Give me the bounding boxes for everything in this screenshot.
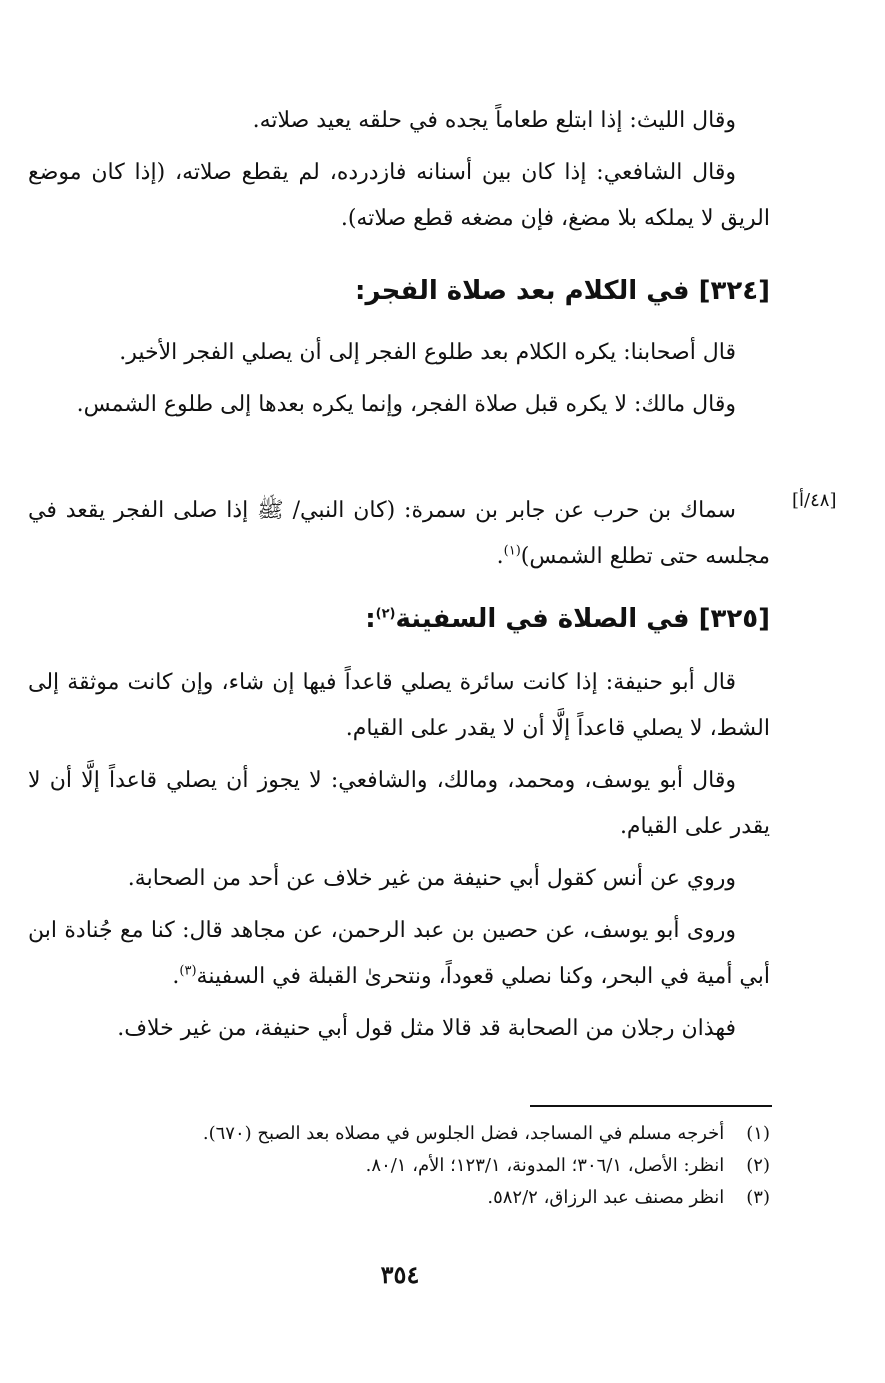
footnote-text-2: انظر: الأصل، ٣٠٦/١؛ المدونة، ١٢٣/١؛ الأم، ٨٠/١. [365,1155,725,1176]
footnote-3 [100,1182,770,1214]
simak-text: سماك بن حرب عن جابر بن سمرة: (كان النبي/ ﷺ إذا صلى الفجر يقعد في مجلسه حتى تطلع الشمس) [28,498,770,569]
paragraph-conclusion: فهذان رجلان من الصحابة قد قالا مثل قول أبي حنيفة، من غير خلاف. [117,1016,736,1041]
section-title-324: في الكلام بعد صلاة الفجر [365,276,690,306]
simak-block [28,488,770,580]
page-number: ٣٥٤ [380,1260,420,1289]
paragraph-abu-yusuf: وقال أبو يوسف، ومحمد، ومالك، والشافعي: لا يجوز أن يصلي قاعداً إلَّا أن لا يقدر على القيام. [28,768,770,839]
footnote-mark-2: (٢) [746,1155,770,1176]
footnote-1 [100,1118,770,1150]
paragraph-simak [28,488,770,580]
section-title-325: في الصلاة في السفينة [395,604,690,634]
footnote-text-1: أخرجه مسلم في المساجد، فضل الجلوس في مصلاه بعد الصبح (٦٧٠). [202,1123,725,1144]
paragraph-abu-hanifa: قال أبو حنيفة: إذا كانت سائرة يصلي قاعداً فيها إن شاء، وإن كانت موثقة إلى الشط، لا يصلي قاعداً إلَّا أن لا يقدر على القيام. [28,670,770,741]
paragraph-anas: وروي عن أنس كقول أبي حنيفة من غير خلاف عن أحد من الصحابة. [127,866,736,891]
section-heading-325 [28,596,770,642]
simak-end: . [496,544,504,569]
footnotes [100,1118,770,1214]
footnote-text-3: انظر مصنف عبد الرزاق، ٥٨٢/٢. [487,1187,725,1208]
footnote-divider [530,1105,772,1107]
footnote-mark-1: (١) [746,1123,770,1144]
junada-end: . [172,964,180,989]
section-heading-324 [28,268,770,314]
footnote-2 [100,1150,770,1182]
section-number-325: [٣٢٥] [698,604,770,634]
footnote-ref-2: (٢) [375,606,396,622]
paragraph-junada [28,908,770,1000]
footnote-ref-1: (١) [503,543,521,559]
section-number-324: [٣٢٤] [698,276,770,306]
footnote-mark-3: (٣) [746,1187,770,1208]
paragraph-ashabuna: قال أصحابنا: يكره الكلام بعد طلوع الفجر إلى أن يصلي الفجر الأخير. [119,340,736,365]
footnote-ref-3: (٣) [179,963,197,979]
section-325 [28,596,770,642]
top-paragraphs [28,98,770,242]
junada-text: وروى أبو يوسف، عن حصين بن عبد الرحمن، عن مجاهد قال: كنا مع جُنادة ابن أبي أمية في البحر، وكنا نصلي قعوداً، ونتحرىٰ القبلة في السفينة [28,918,770,989]
section-colon-324: : [355,276,366,306]
margin-folio-note: [٤٨/أ] [792,490,837,511]
section-325-paragraphs [28,660,770,1052]
paragraph-laith: وقال الليث: إذا ابتلع طعاماً يجده في حلقه يعيد صلاته. [252,108,736,133]
section-324 [28,268,770,314]
section-324-paragraphs [28,330,770,428]
paragraph-shafii: وقال الشافعي: إذا كان بين أسنانه فازدرده، لم يقطع صلاته، (إذا كان موضع الريق لا يملكه بلا مضغ، فإن مضغه قطع صلاته). [28,160,770,231]
paragraph-malik: وقال مالك: لا يكره قبل صلاة الفجر، وإنما يكره بعدها إلى طلوع الشمس. [76,392,736,417]
section-colon-325: : [365,604,376,634]
